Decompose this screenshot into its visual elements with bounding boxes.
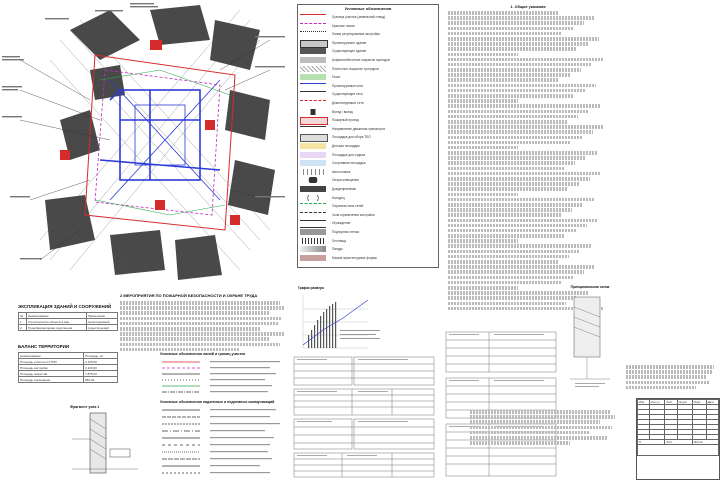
table-cell: 1 xyxy=(19,319,27,325)
legend-swatch xyxy=(300,74,326,80)
legend-label: Плиточное покрытие тротуаров xyxy=(332,66,379,71)
table-row xyxy=(19,377,118,383)
legend-label: Пожарный проезд xyxy=(332,118,359,123)
lines-legend-2 xyxy=(160,400,290,476)
legend-label: Проектируемое здание xyxy=(332,40,367,45)
legend-label: Спортивная площадка xyxy=(332,161,366,166)
fire-safety-block xyxy=(120,293,290,353)
profile-graph xyxy=(298,286,390,352)
notes-title: 1. Общие указания xyxy=(510,5,546,9)
legend-label: Детская площадка xyxy=(332,144,360,148)
table-cell: существующий xyxy=(86,325,117,331)
legend-label: Колодец xyxy=(332,195,345,200)
lines-legend-1 xyxy=(160,352,290,398)
legend-swatch xyxy=(300,57,326,63)
balance-title: БАЛАНС ТЕРРИТОРИИ xyxy=(18,344,70,349)
explication-title: ЭКСПЛИКАЦИЯ ЗДАНИЙ И СООРУЖЕНИЙ xyxy=(18,304,112,309)
bottom-notes xyxy=(470,410,620,446)
stamp-sheet-label: Лист xyxy=(665,440,692,445)
table-cell: Площадь участка по ГПЗУ xyxy=(19,359,84,365)
legend-swatch xyxy=(300,195,326,201)
fragment-title: Фрагмент узла 1 xyxy=(70,405,100,409)
lines-legend-1-title: Условные обозначения линий и границ участка xyxy=(160,352,246,356)
notes-text xyxy=(448,11,608,310)
table-cell: Трансформаторная подстанция xyxy=(26,325,86,331)
stamp-cell: Дата xyxy=(706,400,718,405)
legend-swatch xyxy=(300,48,326,54)
balance-table xyxy=(18,352,118,383)
table-row xyxy=(19,325,118,331)
legend-swatch xyxy=(300,91,326,98)
stamp-table xyxy=(637,399,719,456)
table-cell: Площадь озеленения xyxy=(19,377,84,383)
principal-scheme xyxy=(560,285,620,395)
legend-swatch xyxy=(300,126,326,133)
legend-label: Демонтируемые сети xyxy=(332,101,364,105)
stamp-cell: № док xyxy=(677,400,692,405)
spec-tables xyxy=(292,355,442,480)
legend-swatch xyxy=(300,160,326,166)
legend-swatch xyxy=(300,186,326,192)
explication-header: Наименование xyxy=(26,313,86,319)
stamp-cell: Подп. xyxy=(692,400,706,405)
table-cell: 840,00 xyxy=(84,377,118,383)
balance-header: Площадь, м² xyxy=(84,353,118,359)
legend-swatch xyxy=(300,109,326,115)
legend-label: Площадка для отдыха xyxy=(332,152,366,157)
site-plan-drawing xyxy=(0,0,290,290)
legend-label: Направление движения транспорта xyxy=(332,126,385,131)
lines-legend-2-samples xyxy=(160,406,290,476)
fire-safety-text xyxy=(120,301,290,351)
explication-header: Примечание xyxy=(86,313,117,319)
legend-swatch xyxy=(300,212,326,219)
legend-label: Проектируемые сети xyxy=(332,83,363,88)
table-cell: Строительство объекта в мкр. xyxy=(26,319,86,325)
legend-swatch xyxy=(300,152,326,158)
legend-swatch xyxy=(300,169,326,175)
fire-safety-title: 2 МЕРОПРИЯТИЯ ПО ПОЖАРНОЙ БЕЗОПАСНОСТИ И ОХРАНЕ ТРУДА xyxy=(120,293,258,298)
legend-label: Опора освещения xyxy=(332,178,359,183)
table-cell: Площадь покрытий xyxy=(19,371,84,377)
explication-table xyxy=(18,312,118,331)
balance-block xyxy=(18,344,118,383)
legend-label: Подпорная стенка xyxy=(332,230,360,234)
legend-item xyxy=(298,254,458,263)
legend-swatch xyxy=(300,14,326,21)
legend-swatch xyxy=(300,143,326,149)
general-notes xyxy=(448,5,608,325)
fragment-node xyxy=(70,405,140,477)
legend-swatch xyxy=(300,255,326,261)
table-cell: 2 xyxy=(19,325,27,331)
profile-drawing xyxy=(298,290,390,350)
stamp-sheets-label: Листов xyxy=(692,440,718,445)
explication-header: № xyxy=(19,313,27,319)
legend-swatch xyxy=(300,23,326,30)
legend-title: Условные обозначения xyxy=(344,6,392,11)
stamp-cell: Лист xyxy=(665,400,677,405)
legend-panel xyxy=(297,4,439,268)
legend-label: Пандус xyxy=(332,247,343,252)
legend-swatch xyxy=(300,246,326,252)
legend-swatch xyxy=(300,177,326,183)
legend-label: Площадка для сбора ТБО xyxy=(332,135,371,140)
title-stamp xyxy=(636,398,720,480)
stamp-cell: Изм. xyxy=(638,400,650,405)
legend-label: Дождеприемник xyxy=(332,187,356,191)
table-cell: проектируемый xyxy=(86,319,117,325)
legend-label: Лестница xyxy=(332,238,347,243)
legend-swatch xyxy=(300,31,326,38)
legend-swatch xyxy=(300,83,326,90)
scheme-drawing xyxy=(560,289,620,389)
legend-swatch xyxy=(300,238,326,244)
legend-swatch xyxy=(300,100,326,107)
legend-label: Малые архитектурные формы xyxy=(332,255,377,260)
stamp-cell: Кол.уч xyxy=(650,400,665,405)
balance-header: Наименование xyxy=(19,353,84,359)
explication-block xyxy=(18,304,118,331)
profile-title: График размера xyxy=(298,286,324,290)
legend-label: Охранная зона сетей xyxy=(332,204,364,209)
legend-swatch xyxy=(300,203,326,210)
scheme-title: Принципиальная схема xyxy=(570,285,610,289)
fragment-drawing xyxy=(70,409,140,475)
legend-label: Существующие сети xyxy=(332,92,363,97)
lines-legend-2-title: Условные обозначения надземных и подземных коммуникаций xyxy=(160,400,275,404)
legend-swatch xyxy=(300,66,326,72)
legend-label: Красные линии xyxy=(332,23,355,28)
legend-label: Газон xyxy=(332,75,341,80)
legend-label: Зона ограничения застройки xyxy=(332,212,375,217)
table-cell: 1 420,00 xyxy=(84,365,118,371)
legend-label: Автостоянка xyxy=(332,169,351,174)
table-cell: 4 135,00 xyxy=(84,359,118,365)
legend-label: Существующее здание xyxy=(332,49,367,54)
legend-label: Линия регулирования застройки xyxy=(332,32,380,37)
legend-swatch xyxy=(300,229,326,235)
table-cell: Площадь застройки xyxy=(19,365,84,371)
lines-legend-1-samples xyxy=(160,358,290,398)
legend-label: Въезд / выезд xyxy=(332,109,353,114)
side-notes xyxy=(626,365,716,391)
stamp-stage: П xyxy=(638,440,665,445)
legend-label: Ограждение xyxy=(332,221,351,226)
equipment-tables xyxy=(444,330,564,480)
legend-label: Асфальтобетонное покрытие проездов xyxy=(332,58,390,62)
table-cell: 1 875,00 xyxy=(84,371,118,377)
legend-label: Граница участка (земельный отвод) xyxy=(332,15,386,19)
